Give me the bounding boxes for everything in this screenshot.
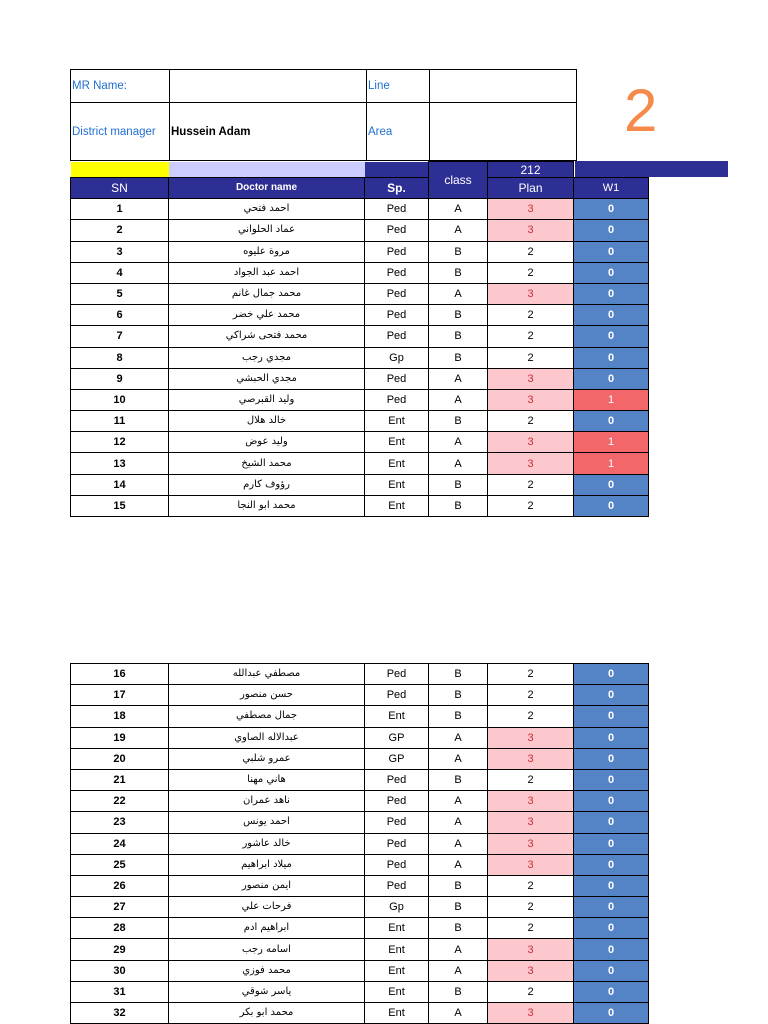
plan-cell[interactable]: 2 <box>488 411 574 432</box>
empty-strip <box>574 162 649 178</box>
class-cell[interactable]: A <box>429 220 488 241</box>
sn-cell[interactable]: 27 <box>71 897 169 918</box>
class-cell[interactable]: B <box>429 918 488 939</box>
w1-cell[interactable]: 0 <box>574 262 649 283</box>
doctor-name-cell[interactable]: حسن منصور <box>169 685 365 706</box>
specialty-cell[interactable]: Ent <box>365 1003 429 1024</box>
table-row <box>71 199 649 220</box>
sn-cell[interactable]: 26 <box>71 875 169 896</box>
class-cell[interactable]: B <box>429 897 488 918</box>
w1-cell[interactable]: 0 <box>574 199 649 220</box>
table-row <box>71 283 649 304</box>
plan-cell[interactable]: 3 <box>488 389 574 410</box>
plan-cell[interactable]: 3 <box>488 960 574 981</box>
specialty-cell[interactable]: Ent <box>365 474 429 495</box>
class-cell[interactable]: A <box>429 432 488 453</box>
plan-cell[interactable]: 3 <box>488 812 574 833</box>
table-row <box>71 305 649 326</box>
mr-name-value[interactable] <box>170 70 367 103</box>
table-row <box>71 262 649 283</box>
doctor-name-cell[interactable]: احمد عبد الجواد <box>169 262 365 283</box>
class-cell[interactable]: A <box>429 833 488 854</box>
sn-cell[interactable]: 9 <box>71 368 169 389</box>
sn-cell[interactable]: 5 <box>71 283 169 304</box>
specialty-cell[interactable]: Ent <box>365 706 429 727</box>
table-row <box>71 918 649 939</box>
plan-cell[interactable]: 2 <box>488 474 574 495</box>
sn-cell[interactable]: 4 <box>71 262 169 283</box>
plan-cell[interactable]: 3 <box>488 368 574 389</box>
plan-cell[interactable]: 2 <box>488 305 574 326</box>
doctor-name-cell[interactable]: خالد عاشور <box>169 833 365 854</box>
plan-cell[interactable]: 3 <box>488 727 574 748</box>
table-row <box>71 241 649 262</box>
column-header-sn: SN <box>71 178 169 199</box>
plan-cell[interactable]: 2 <box>488 495 574 516</box>
specialty-cell[interactable]: Ped <box>365 664 429 685</box>
plan-cell[interactable]: 3 <box>488 833 574 854</box>
plan-cell[interactable]: 3 <box>488 939 574 960</box>
w1-cell[interactable]: 0 <box>574 939 649 960</box>
doctor-name-cell[interactable]: محمد جمال غانم <box>169 283 365 304</box>
class-cell[interactable]: B <box>429 241 488 262</box>
w1-cell[interactable]: 0 <box>574 875 649 896</box>
mr-name-label: MR Name: <box>71 70 170 103</box>
plan-cell[interactable]: 2 <box>488 706 574 727</box>
column-header-doctor: Doctor name <box>169 178 365 199</box>
doctor-name-cell[interactable]: وليد عوض <box>169 432 365 453</box>
specialty-cell[interactable]: Ped <box>365 199 429 220</box>
doctor-name-cell[interactable]: محمد علي خضر <box>169 305 365 326</box>
plan-cell[interactable]: 2 <box>488 685 574 706</box>
table-row <box>71 368 649 389</box>
table-row <box>71 389 649 410</box>
w1-cell[interactable]: 0 <box>574 220 649 241</box>
class-cell[interactable]: A <box>429 960 488 981</box>
area-label: Area <box>367 103 430 161</box>
w1-cell[interactable]: 0 <box>574 283 649 304</box>
sn-cell[interactable]: 16 <box>71 664 169 685</box>
table-row <box>71 897 649 918</box>
class-cell[interactable]: A <box>429 939 488 960</box>
specialty-cell[interactable]: Ped <box>365 812 429 833</box>
specialty-cell[interactable]: Ped <box>365 220 429 241</box>
doctor-name-cell[interactable]: مصطفي عبدالله <box>169 664 365 685</box>
plan-cell[interactable]: 2 <box>488 326 574 347</box>
sn-cell[interactable]: 28 <box>71 918 169 939</box>
plan-cell[interactable]: 2 <box>488 918 574 939</box>
class-cell[interactable]: A <box>429 199 488 220</box>
class-cell[interactable]: B <box>429 664 488 685</box>
plan-cell[interactable]: 3 <box>488 220 574 241</box>
table-row <box>71 981 649 1002</box>
specialty-cell[interactable]: Ped <box>365 241 429 262</box>
doctor-name-cell[interactable]: عماد الحلواني <box>169 220 365 241</box>
specialty-cell[interactable]: Ped <box>365 389 429 410</box>
table-row <box>71 347 649 368</box>
specialty-cell[interactable]: Ped <box>365 769 429 790</box>
specialty-cell[interactable]: Ent <box>365 960 429 981</box>
column-header-sp: Sp. <box>365 178 429 199</box>
w1-cell[interactable]: 0 <box>574 411 649 432</box>
sn-cell[interactable]: 29 <box>71 939 169 960</box>
class-cell[interactable]: B <box>429 347 488 368</box>
class-cell[interactable]: A <box>429 748 488 769</box>
plan-cell[interactable]: 3 <box>488 432 574 453</box>
sn-cell[interactable]: 23 <box>71 812 169 833</box>
class-cell[interactable]: A <box>429 389 488 410</box>
plan-cell[interactable]: 3 <box>488 453 574 474</box>
specialty-cell[interactable]: Ped <box>365 305 429 326</box>
w1-cell[interactable]: 0 <box>574 960 649 981</box>
sn-cell[interactable]: 12 <box>71 432 169 453</box>
doctor-name-cell[interactable]: هاني مهنا <box>169 769 365 790</box>
sn-cell[interactable]: 11 <box>71 411 169 432</box>
line-label: Line <box>367 70 430 103</box>
plan-cell[interactable]: 3 <box>488 791 574 812</box>
w1-cell[interactable]: 0 <box>574 833 649 854</box>
header-info-table <box>70 69 577 161</box>
sn-cell[interactable]: 19 <box>71 727 169 748</box>
plan-cell[interactable]: 3 <box>488 748 574 769</box>
plan-cell[interactable]: 2 <box>488 875 574 896</box>
w1-cell[interactable]: 0 <box>574 347 649 368</box>
sn-cell[interactable]: 21 <box>71 769 169 790</box>
sn-cell[interactable]: 10 <box>71 389 169 410</box>
class-cell[interactable]: B <box>429 411 488 432</box>
w1-cell[interactable]: 0 <box>574 854 649 875</box>
doctor-name-cell[interactable]: ياسر شوقي <box>169 981 365 1002</box>
w1-cell[interactable]: 1 <box>574 453 649 474</box>
sn-cell[interactable]: 2 <box>71 220 169 241</box>
doctor-name-cell[interactable]: فرحات علي <box>169 897 365 918</box>
doctor-name-cell[interactable]: محمد ابو النجا <box>169 495 365 516</box>
table-row <box>71 875 649 896</box>
specialty-cell[interactable]: Ped <box>365 283 429 304</box>
w1-cell[interactable]: 1 <box>574 389 649 410</box>
w1-cell[interactable]: 0 <box>574 706 649 727</box>
plan-cell[interactable]: 2 <box>488 241 574 262</box>
table-row <box>71 854 649 875</box>
doctor-name-cell[interactable]: محمد ابو بكر <box>169 1003 365 1024</box>
sn-cell[interactable]: 17 <box>71 685 169 706</box>
doctor-name-cell[interactable]: محمد فتحى شراكي <box>169 326 365 347</box>
specialty-cell[interactable]: Ped <box>365 875 429 896</box>
plan-cell[interactable]: 3 <box>488 1003 574 1024</box>
table-row <box>71 791 649 812</box>
w1-cell[interactable]: 0 <box>574 897 649 918</box>
sn-cell[interactable]: 24 <box>71 833 169 854</box>
table-row <box>71 664 649 685</box>
w1-cell[interactable]: 1 <box>574 432 649 453</box>
area-value[interactable] <box>430 103 577 161</box>
plan-cell[interactable]: 2 <box>488 347 574 368</box>
table-row <box>71 411 649 432</box>
table-row <box>71 453 649 474</box>
w1-cell[interactable]: 0 <box>574 748 649 769</box>
plan-cell[interactable]: 3 <box>488 854 574 875</box>
header-strip <box>365 162 429 178</box>
table-row <box>71 474 649 495</box>
class-cell[interactable]: A <box>429 1003 488 1024</box>
doctor-name-cell[interactable]: ابراهيم ادم <box>169 918 365 939</box>
table-row <box>71 685 649 706</box>
sn-cell[interactable]: 30 <box>71 960 169 981</box>
doctor-name-cell[interactable]: عمرو شلبي <box>169 748 365 769</box>
specialty-cell[interactable]: Ent <box>365 453 429 474</box>
doctor-table-top <box>70 161 649 517</box>
table-row <box>71 1003 649 1024</box>
specialty-cell[interactable]: Ent <box>365 918 429 939</box>
sn-cell[interactable]: 14 <box>71 474 169 495</box>
w1-cell[interactable]: 0 <box>574 495 649 516</box>
w1-cell[interactable]: 0 <box>574 474 649 495</box>
doctor-name-cell[interactable]: ناهد عمران <box>169 791 365 812</box>
table-row <box>71 748 649 769</box>
sn-cell[interactable]: 1 <box>71 199 169 220</box>
specialty-cell[interactable]: Ent <box>365 981 429 1002</box>
w1-cell[interactable]: 0 <box>574 326 649 347</box>
w1-cell[interactable]: 0 <box>574 918 649 939</box>
column-header-class: class <box>429 162 488 199</box>
plan-cell[interactable]: 2 <box>488 981 574 1002</box>
sn-cell[interactable]: 32 <box>71 1003 169 1024</box>
table-row <box>71 326 649 347</box>
w1-cell[interactable]: 0 <box>574 791 649 812</box>
specialty-cell[interactable]: Ped <box>365 326 429 347</box>
doctor-name-cell[interactable]: اسامه رجب <box>169 939 365 960</box>
specialty-cell[interactable]: Ent <box>365 939 429 960</box>
table-row <box>71 706 649 727</box>
sn-cell[interactable]: 20 <box>71 748 169 769</box>
class-cell[interactable]: A <box>429 368 488 389</box>
specialty-cell[interactable]: GP <box>365 727 429 748</box>
specialty-cell[interactable]: Gp <box>365 347 429 368</box>
class-cell[interactable]: B <box>429 769 488 790</box>
district-manager-value[interactable]: Hussein Adam <box>170 103 367 161</box>
class-cell[interactable]: A <box>429 791 488 812</box>
class-cell[interactable]: A <box>429 283 488 304</box>
class-cell[interactable]: B <box>429 262 488 283</box>
class-cell[interactable]: B <box>429 706 488 727</box>
doctor-name-cell[interactable]: خالد هلال <box>169 411 365 432</box>
w1-cell[interactable]: 0 <box>574 727 649 748</box>
class-cell[interactable]: A <box>429 727 488 748</box>
doctor-table-bottom <box>70 663 649 1024</box>
sn-cell[interactable]: 8 <box>71 347 169 368</box>
plan-cell[interactable]: 3 <box>488 199 574 220</box>
specialty-cell[interactable]: GP <box>365 748 429 769</box>
plan-cell[interactable]: 2 <box>488 769 574 790</box>
doctor-name-cell[interactable]: ايمن منصور <box>169 875 365 896</box>
class-cell[interactable]: A <box>429 854 488 875</box>
w1-cell[interactable]: 0 <box>574 305 649 326</box>
sn-cell[interactable]: 3 <box>71 241 169 262</box>
specialty-cell[interactable]: Ent <box>365 495 429 516</box>
sn-cell[interactable]: 31 <box>71 981 169 1002</box>
class-cell[interactable]: B <box>429 875 488 896</box>
sn-cell[interactable]: 22 <box>71 791 169 812</box>
specialty-cell[interactable]: Ped <box>365 685 429 706</box>
doctor-name-cell[interactable]: جمال مصطفي <box>169 706 365 727</box>
specialty-cell[interactable]: Ped <box>365 854 429 875</box>
class-cell[interactable]: B <box>429 495 488 516</box>
specialty-cell[interactable]: Gp <box>365 897 429 918</box>
page-number: 2 <box>624 77 658 144</box>
district-manager-label: District manager <box>71 103 170 161</box>
table-row <box>71 220 649 241</box>
line-value[interactable] <box>430 70 577 103</box>
sn-cell[interactable]: 15 <box>71 495 169 516</box>
w1-cell[interactable]: 0 <box>574 812 649 833</box>
w1-cell[interactable]: 0 <box>574 685 649 706</box>
doctor-name-cell[interactable]: رؤوف كارم <box>169 474 365 495</box>
class-cell[interactable]: B <box>429 685 488 706</box>
w1-cell[interactable]: 0 <box>574 981 649 1002</box>
specialty-cell[interactable]: Ped <box>365 368 429 389</box>
specialty-cell[interactable]: Ped <box>365 791 429 812</box>
table-row <box>71 432 649 453</box>
doctor-name-cell[interactable]: محمد فوزي <box>169 960 365 981</box>
plan-cell[interactable]: 2 <box>488 664 574 685</box>
table-row <box>71 939 649 960</box>
plan-total: 212 <box>488 162 574 178</box>
doctor-name-cell[interactable]: احمد فتحي <box>169 199 365 220</box>
doctor-name-cell[interactable]: مروة عليوه <box>169 241 365 262</box>
plan-cell[interactable]: 3 <box>488 283 574 304</box>
column-header-plan: Plan <box>488 178 574 199</box>
class-cell[interactable]: A <box>429 812 488 833</box>
yellow-strip <box>71 162 169 178</box>
class-cell[interactable]: B <box>429 326 488 347</box>
sn-cell[interactable]: 6 <box>71 305 169 326</box>
w1-cell[interactable]: 0 <box>574 769 649 790</box>
specialty-cell[interactable]: Ent <box>365 411 429 432</box>
specialty-cell[interactable]: Ped <box>365 262 429 283</box>
class-cell[interactable]: B <box>429 305 488 326</box>
doctor-name-cell[interactable]: ميلاد ابراهيم <box>169 854 365 875</box>
sn-cell[interactable]: 7 <box>71 326 169 347</box>
doctor-name-cell[interactable]: مجدي الحبشي <box>169 368 365 389</box>
class-cell[interactable]: B <box>429 474 488 495</box>
table-row <box>71 769 649 790</box>
w1-cell[interactable]: 0 <box>574 664 649 685</box>
table-row <box>71 812 649 833</box>
specialty-cell[interactable]: Ped <box>365 833 429 854</box>
doctor-name-cell[interactable]: مجدي رجب <box>169 347 365 368</box>
table-row <box>71 960 649 981</box>
plan-cell[interactable]: 2 <box>488 262 574 283</box>
doctor-name-cell[interactable]: وليد القبرصي <box>169 389 365 410</box>
sn-cell[interactable]: 18 <box>71 706 169 727</box>
sn-cell[interactable]: 25 <box>71 854 169 875</box>
specialty-cell[interactable]: Ent <box>365 432 429 453</box>
doctor-name-cell[interactable]: احمد يونس <box>169 812 365 833</box>
table-row <box>71 727 649 748</box>
w1-cell[interactable]: 0 <box>574 241 649 262</box>
class-cell[interactable]: A <box>429 453 488 474</box>
sn-cell[interactable]: 13 <box>71 453 169 474</box>
column-header-w1: W1 <box>574 178 649 199</box>
doctor-name-cell[interactable]: عبدالاله الصاوي <box>169 727 365 748</box>
doctor-name-cell[interactable]: محمد الشيخ <box>169 453 365 474</box>
class-cell[interactable]: B <box>429 981 488 1002</box>
w1-cell[interactable]: 0 <box>574 368 649 389</box>
table-row <box>71 495 649 516</box>
plan-cell[interactable]: 2 <box>488 897 574 918</box>
lavender-strip <box>169 162 365 178</box>
w1-cell[interactable]: 0 <box>574 1003 649 1024</box>
table-row <box>71 833 649 854</box>
